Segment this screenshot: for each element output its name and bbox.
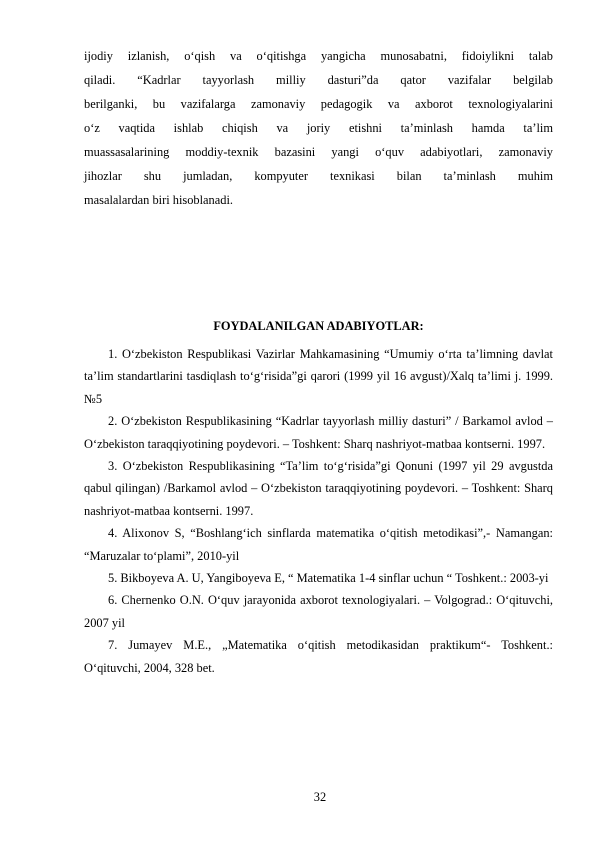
reference-number: 1.	[108, 347, 118, 361]
reference-text: O‘zbekiston Respublikasining “Ta’lim to‘g‘risida”gi Qonuni (1997 yil 29 avgustda qabul qilingan) /Barkamol avlod – O‘zbekiston taraqqiyotining poydevori. – Toshkent: Sharq nashriyot-matbaa kontserni. 1997.	[84, 459, 553, 518]
reference-number: 4.	[108, 526, 118, 541]
reference-item	[84, 634, 553, 679]
intro-line: o‘z vaqtida ishlab chiqish va joriy etishni ta’minlash hamda ta’lim	[84, 121, 553, 135]
reference-text: O‘zbekiston Respublikasining “Kadrlar tayyorlash milliy dasturi” / Barkamol avlod – O‘zbekiston taraqqiyotining poydevori. – Toshkent: Sharq nashriyot-matbaa kontserni. 1997.	[84, 414, 553, 451]
intro-line: masalalardan biri hisoblanadi.	[84, 193, 233, 207]
intro-line: ijodiy izlanish, o‘qish va o‘qitishga yangicha munosabatni, fidoiylikni talab	[84, 49, 553, 63]
reference-item	[84, 343, 553, 410]
intro-paragraph	[84, 44, 553, 212]
reference-item	[84, 567, 553, 589]
reference-text: O‘zbekiston Respublikasi Vazirlar Mahkamasining “Umumiy o‘rta ta’limning davlat ta’lim standartlarini tasdiqlash to‘g‘risida”gi qarori (1999 yil 16 avgust)/Xalq ta’limi j. 1999. №5	[84, 347, 553, 406]
reference-text: Chernenko O.N. O‘quv jarayonida axborot texnologiyalari. – Volgograd.: O‘qituvchi, 2007 yil	[84, 593, 553, 630]
reference-number: 3.	[108, 459, 118, 474]
intro-line: jihozlar shu jumladan, kompyuter texnikasi bilan ta’minlash muhim	[84, 169, 553, 183]
reference-number: 2.	[108, 414, 118, 429]
reference-number: 6.	[108, 593, 118, 608]
intro-line: muassasalarining moddiy-texnik bazasini yangi o‘quv adabiyotlari, zamonaviy	[84, 145, 553, 159]
reference-number: 5.	[108, 571, 118, 586]
references-list	[84, 343, 553, 679]
intro-line: berilganki, bu vazifalarga zamonaviy pedagogik va axborot texnologiyalarini	[84, 97, 553, 111]
intro-line: qiladi. “Kadrlar tayyorlash milliy dasturi”da qator vazifalar belgilab	[84, 73, 553, 87]
reference-text: Jumayev M.E., „Matematika o‘qitish metodikasidan praktikum“- Toshkent.: O‘qituvchi, 2004, 328 bet.	[84, 638, 553, 675]
reference-item	[84, 589, 553, 634]
reference-item	[84, 455, 553, 522]
reference-item	[84, 522, 553, 567]
references-heading: FOYDALANILGAN ADABIYOTLAR:	[213, 319, 424, 333]
reference-number: 7.	[108, 638, 118, 653]
page-number: 32	[313, 790, 327, 804]
reference-text: Bikboyeva A. U, Yangiboyeva E, “ Matematika 1-4 sinflar uchun “ Toshkent.: 2003-yi	[120, 571, 549, 586]
reference-item	[84, 410, 553, 455]
reference-text: Alixonov S, “Boshlang‘ich sinflarda matematika o‘qitish metodikasi”,- Namangan: “Maruzalar to‘plami”, 2010-yil	[84, 526, 553, 563]
